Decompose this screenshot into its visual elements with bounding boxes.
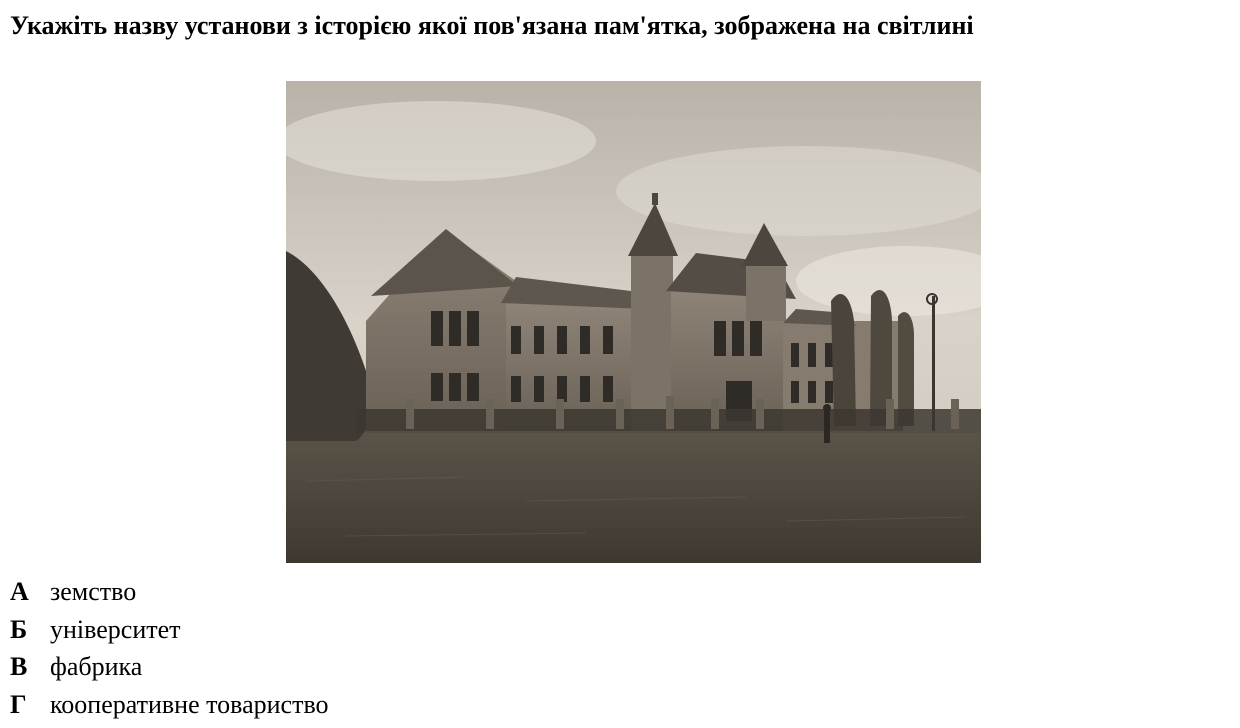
answer-option-h[interactable] [10, 686, 329, 724]
answer-letter: Б [10, 614, 28, 644]
building-photo-illustration [286, 81, 981, 563]
answer-options [10, 573, 329, 723]
answer-letter: Г [10, 689, 27, 719]
answer-text: кооперативне товариство [50, 689, 329, 719]
answer-option-b[interactable] [10, 611, 329, 649]
answer-text: земство [50, 577, 137, 606]
answer-text: фабрика [50, 652, 143, 681]
answer-option-v[interactable] [10, 648, 329, 686]
answer-option-a[interactable] [10, 573, 329, 611]
answer-text: університет [50, 614, 181, 644]
historic-building-photo [286, 81, 981, 563]
answer-letter: А [10, 577, 29, 606]
answer-letter: В [10, 652, 28, 681]
question-title: Укажіть назву установи з історією якої пов'язана пам'ятка, зображена на світлині [10, 11, 974, 40]
